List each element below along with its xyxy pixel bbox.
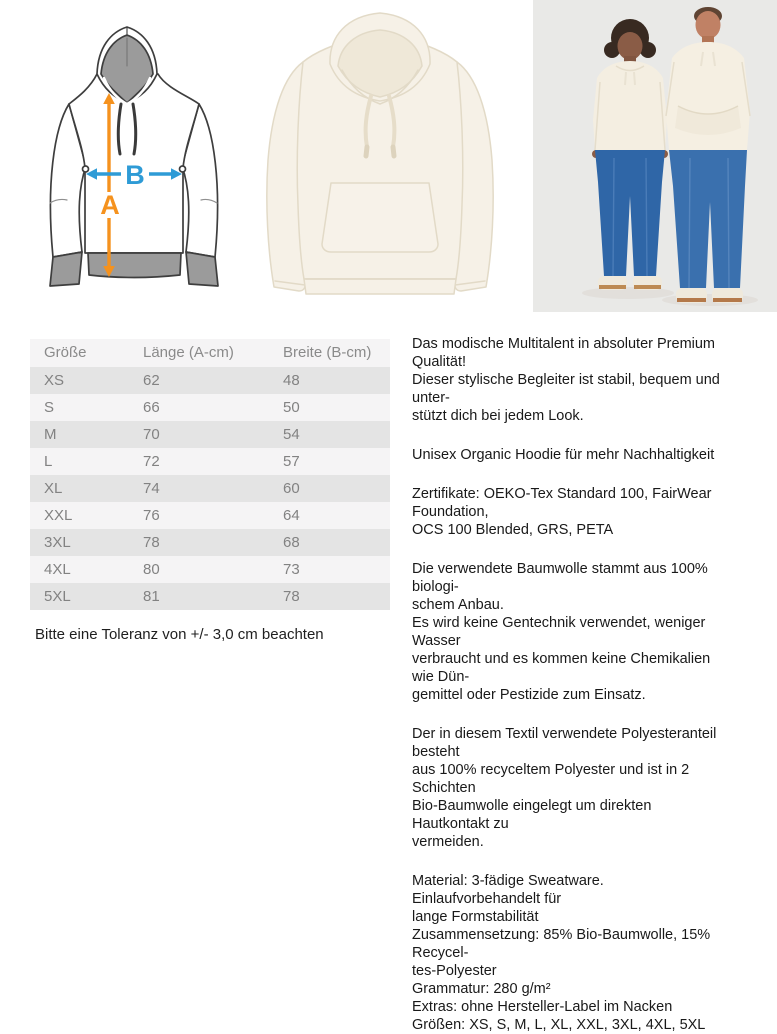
width-cell: 60: [283, 480, 300, 497]
product-pocket: [322, 183, 438, 252]
length-cell: 74: [143, 480, 160, 497]
size-cell: 4XL: [44, 561, 71, 578]
size-cell: XXL: [44, 507, 73, 524]
product-hem: [304, 279, 456, 294]
length-cell: 78: [143, 534, 160, 551]
size-table-header: [30, 339, 390, 367]
table-row: [30, 448, 390, 475]
header-length: Länge (A-cm): [143, 344, 234, 361]
size-cell: 5XL: [44, 588, 71, 605]
width-cell: 54: [283, 426, 300, 443]
table-row: [30, 421, 390, 448]
width-cell: 50: [283, 399, 300, 416]
table-row: [30, 556, 390, 583]
sketch-left-cuff: [50, 252, 82, 286]
description-paragraph-unisex: Unisex Organic Hoodie für mehr Nachhaltigkeit: [412, 447, 715, 463]
size-cell: L: [44, 453, 53, 470]
size-table: [30, 339, 390, 610]
length-cell: 66: [143, 399, 160, 416]
table-row: [30, 502, 390, 529]
size-cell: XL: [44, 480, 63, 497]
models-graphic: [533, 0, 777, 312]
hoodie-measurement-diagram: [28, 10, 248, 300]
size-cell: 3XL: [44, 534, 71, 551]
table-row: [30, 367, 390, 394]
product-hoodie-graphic: [255, 5, 505, 305]
size-cell: S: [44, 399, 55, 416]
description-paragraph-polyester: Der in diesem Textil verwendete Polyesteranteil besteht aus 100% recyceltem Polyester und ist in 2 Schichten Bio-Baumwolle eingelegt um direkten Hautkontakt zu vermeiden.: [412, 726, 717, 850]
width-cell: 57: [283, 453, 300, 470]
width-cell: 73: [283, 561, 300, 578]
size-table-body: [30, 367, 390, 610]
length-cell: 62: [143, 372, 160, 389]
hoodie-product-photo: [255, 5, 505, 305]
table-row: [30, 475, 390, 502]
hoodie-sketch: [28, 10, 248, 300]
sketch-right-cuff: [186, 252, 218, 286]
length-cell: 72: [143, 453, 160, 470]
models-wearing-hoodies-photo: [533, 0, 777, 312]
sketch-hem: [88, 253, 181, 278]
product-description: [412, 335, 732, 1034]
description-paragraph-material: Material: 3-fädige Sweatware. Einlaufvorbehandelt für lange Formstabilität Zusammensetzung: 85% Bio-Baumwolle, 15% Recycel- tes-Polyester Grammatur: 280 g/m² Extras: ohne Hersteller-Label im Nacken Größen: XS, S, M, L, XL, XXL, 3XL, 4XL, 5XL: [412, 873, 711, 1033]
size-cell: XS: [44, 372, 65, 389]
header-width: Breite (B-cm): [283, 344, 372, 361]
measurement-label-a: A: [100, 190, 120, 220]
width-cell: 48: [283, 372, 300, 389]
description-paragraph-intro: Das modische Multitalent in absoluter Premium Qualität! Dieser stylische Begleiter ist stabil, bequem und unter- stützt dich bei jedem Look.: [412, 336, 720, 424]
width-cell: 78: [283, 588, 300, 605]
length-cell: 70: [143, 426, 160, 443]
length-cell: 76: [143, 507, 160, 524]
description-paragraph-cotton: Die verwendete Baumwolle stammt aus 100% biologi- schem Anbau. Es wird keine Gentechnik verwendet, weniger Wasser verbraucht und es kommen keine Chemikalien wie Dün- gemittel oder Pestizide zum Einsatz.: [412, 561, 711, 703]
table-row: [30, 583, 390, 610]
table-row: [30, 394, 390, 421]
description-paragraph-certificates: Zertifikate: OEKO-Tex Standard 100, FairWear Foundation, OCS 100 Blended, GRS, PETA: [412, 486, 712, 538]
woman-hoodie: [593, 61, 667, 150]
table-row: [30, 529, 390, 556]
header-size: Größe: [44, 344, 87, 361]
length-cell: 81: [143, 588, 160, 605]
measurement-label-b: B: [125, 160, 145, 190]
length-cell: 80: [143, 561, 160, 578]
tolerance-note: Bitte eine Toleranz von +/- 3,0 cm beachten: [35, 626, 324, 643]
width-cell: 68: [283, 534, 300, 551]
size-cell: M: [44, 426, 57, 443]
width-cell: 64: [283, 507, 300, 524]
